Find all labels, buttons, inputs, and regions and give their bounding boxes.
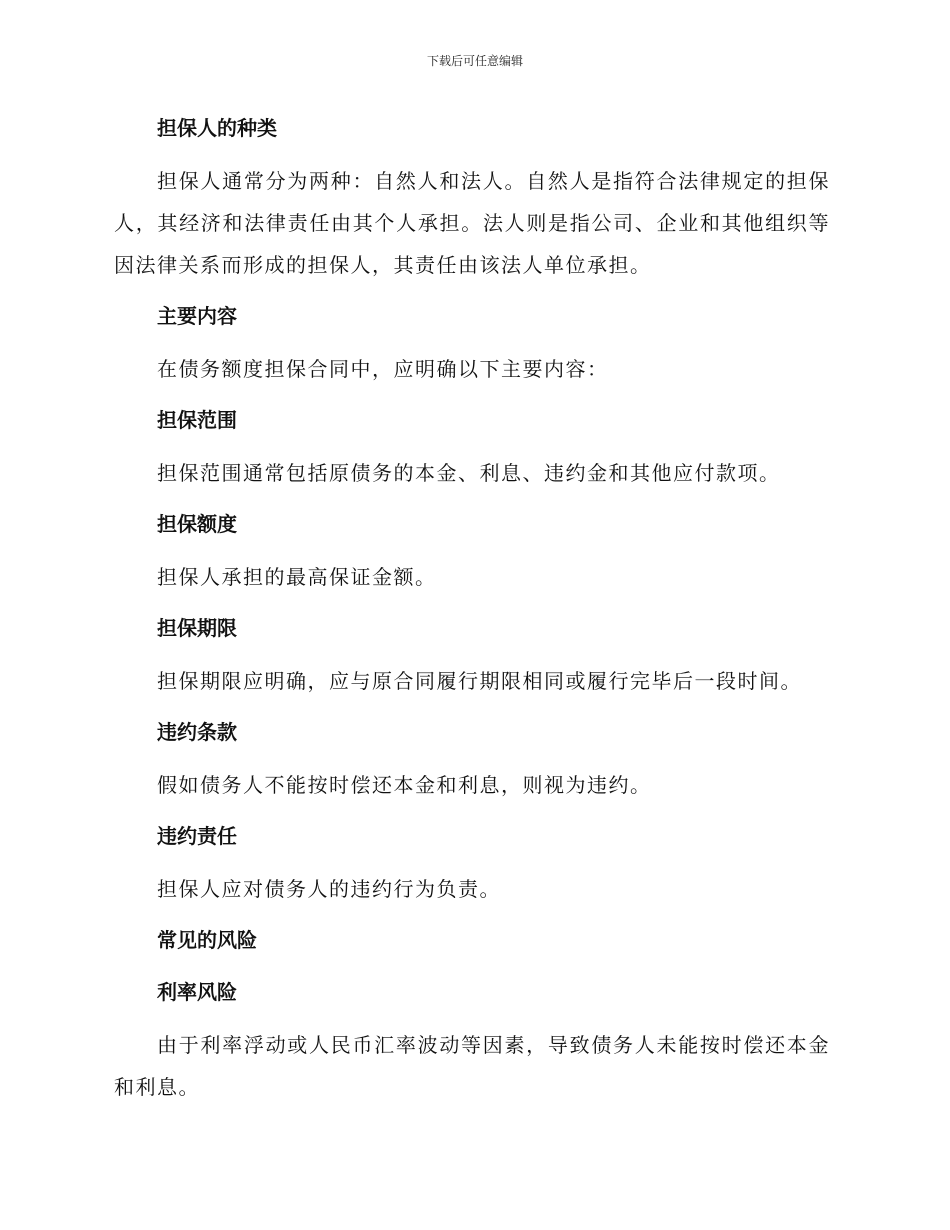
paragraph-default-liability: 担保人应对债务人的违约行为负责。: [157, 877, 501, 901]
section-heading-default-liability: 违约责任: [157, 824, 237, 848]
section-heading-main-content: 主要内容: [157, 304, 237, 328]
paragraph-main-content: 在债务额度担保合同中，应明确以下主要内容：: [157, 357, 609, 381]
section-heading-default-clause: 违约条款: [157, 720, 237, 744]
section-heading-common-risks: 常见的风险: [157, 928, 257, 952]
page-header: 下载后可任意编辑: [426, 54, 523, 68]
paragraph-term: 担保期限应明确，应与原合同履行期限相同或履行完毕后一段时间。: [157, 669, 802, 693]
section-heading-amount: 担保额度: [157, 512, 237, 536]
section-heading-guarantor-types: 担保人的种类: [157, 116, 277, 140]
paragraph-amount: 担保人承担的最高保证金额。: [157, 565, 437, 589]
section-heading-interest-rate-risk: 利率风险: [157, 980, 237, 1004]
section-heading-scope: 担保范围: [157, 408, 237, 432]
paragraph-guarantor-types: 担保人通常分为两种：自然人和法人。自然人是指符合法律规定的担保人，其经济和法律责任由其个人承担。法人则是指公司、企业和其他组织等因法律关系而形成的担保人，其责任由该法人单位承担。: [114, 169, 830, 277]
section-heading-term: 担保期限: [157, 616, 237, 640]
paragraph-scope: 担保范围通常包括原债务的本金、利息、违约金和其他应付款项。: [157, 461, 781, 485]
paragraph-interest-rate-risk: 由于利率浮动或人民币汇率波动等因素，导致债务人未能按时偿还本金和利息。: [114, 1033, 830, 1099]
paragraph-default-clause: 假如债务人不能按时偿还本金和利息，则视为违约。: [157, 773, 652, 797]
document-body: [114, 108, 830, 1118]
